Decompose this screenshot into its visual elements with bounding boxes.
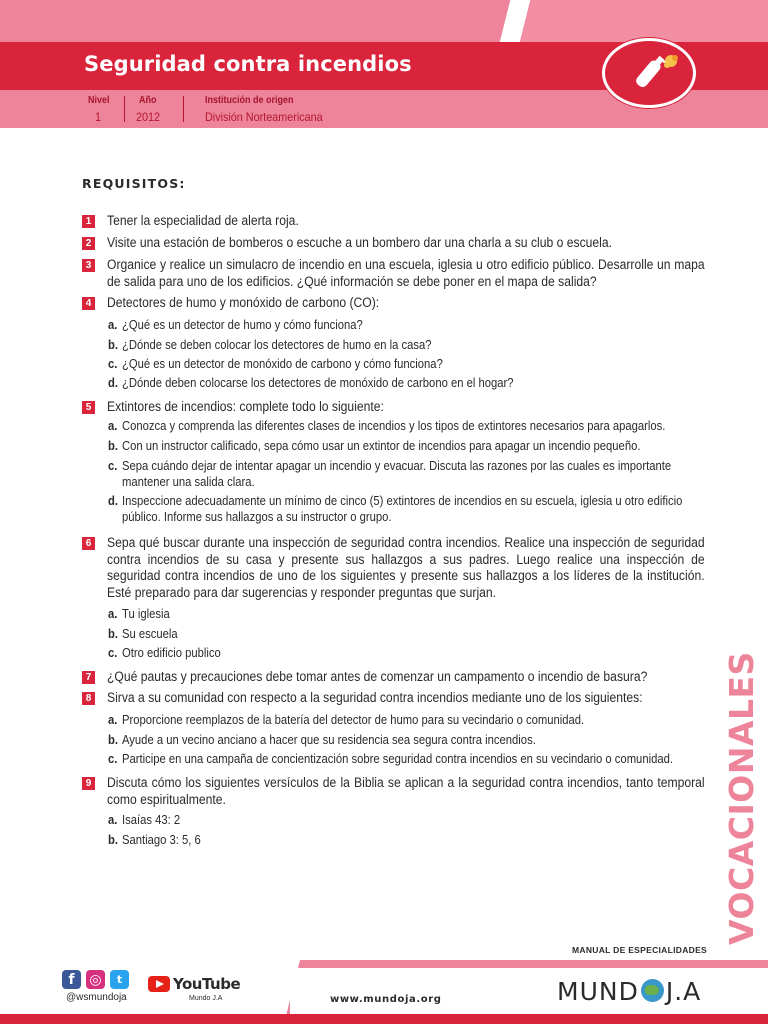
header-top-band	[0, 0, 768, 42]
sub-letter: b.	[108, 439, 118, 453]
facebook-icon[interactable]: f	[62, 970, 81, 989]
sub-text: Sepa cuándo dejar de intentar apagar un incendio y evacuar. Discuta las razones por las cuales es importante mantener una salida clara.	[122, 459, 672, 489]
sub-letter: b.	[108, 833, 118, 847]
globe-icon	[641, 979, 664, 1002]
sub-text: Participe en una campaña de concientización sobre seguridad contra incendios en su vecindario o comunidad.	[122, 752, 673, 766]
sub-text: Inspeccione adecuadamente un mínimo de cinco (5) extintores de incendios en su escuela, iglesia u otro edificio público. Informe sus hallazgos a su instructor o grupo.	[122, 494, 683, 524]
requirement-number: 9	[82, 777, 95, 790]
sub-letter: a.	[108, 419, 118, 433]
sub-letter: a.	[108, 713, 118, 727]
nivel-value: 1	[95, 110, 102, 124]
youtube-icon	[148, 976, 170, 992]
requirement-number: 4	[82, 297, 95, 310]
sub-text: ¿Dónde deben colocarse los detectores de monóxido de carbono en el hogar?	[122, 376, 514, 390]
requirement-text: Sirva a su comunidad con respecto a la seguridad contra incendios mediante uno de los siguientes:	[107, 690, 643, 705]
sub-text: Otro edificio publico	[122, 646, 221, 660]
brand-logo	[557, 977, 701, 1006]
sub-letter: a.	[108, 607, 118, 621]
requirement-text: Tener la especialidad de alerta roja.	[107, 213, 299, 228]
sub-letter: d.	[108, 494, 118, 508]
sub-text: ¿Qué es un detector de humo y cómo funciona?	[122, 318, 363, 332]
header-top-right-band	[513, 0, 768, 42]
requirement-number: 8	[82, 692, 95, 705]
section-title: REQUISITOS:	[82, 176, 186, 191]
sub-text: Con un instructor calificado, sepa cómo usar un extintor de incendios para apagar un incendio pequeño.	[122, 439, 641, 453]
youtube-label: YouTube	[173, 975, 241, 993]
site-url[interactable]: www.mundoja.org	[330, 994, 442, 1005]
sub-text: ¿Dónde se deben colocar los detectores de humo en la casa?	[122, 338, 432, 352]
footer-bottom-band	[0, 1014, 768, 1024]
sub-text: ¿Qué es un detector de monóxido de carbono y cómo funciona?	[122, 357, 443, 371]
requirement-text: ¿Qué pautas y precauciones debe tomar antes de comenzar un campamento o incendio de basura?	[107, 669, 648, 684]
sub-letter: a.	[108, 318, 118, 332]
page-title: Seguridad contra incendios	[84, 52, 412, 76]
fire-extinguisher-badge	[602, 38, 696, 108]
requirement-text: Organice y realice un simulacro de incendio en una escuela, iglesia u otro edificio público. Desarrolle un mapa de salida para uno de los edificios. ¿Qué información se debe poner en el mapa de salida?	[107, 257, 705, 289]
requirement-number: 1	[82, 215, 95, 228]
social-handle[interactable]: @wsmundoja	[66, 992, 127, 1003]
requirement-text: Visite una estación de bomberos o escuche a un bombero dar una charla a su club o escuela.	[107, 235, 612, 250]
category-side-label: VOCACIONALES	[722, 651, 761, 945]
sub-text: Su escuela	[122, 627, 178, 641]
anio-label: Año	[139, 95, 157, 106]
requirement-number: 5	[82, 401, 95, 414]
institucion-value: División Norteamericana	[205, 110, 323, 124]
sub-letter: c.	[108, 752, 118, 766]
sub-text: Tu iglesia	[122, 607, 170, 621]
brand-right: J.A	[665, 977, 702, 1006]
requirement-number: 7	[82, 671, 95, 684]
sub-letter: d.	[108, 376, 118, 390]
meta-divider	[124, 96, 125, 122]
manual-label: MANUAL DE ESPECIALIDADES	[572, 945, 708, 955]
institucion-label: Institución de origen	[205, 95, 294, 106]
nivel-label: Nivel	[88, 95, 110, 106]
sub-text: Ayude a un vecino anciano a hacer que su residencia sea segura contra incendios.	[122, 733, 536, 747]
requirement-number: 6	[82, 537, 95, 550]
sub-letter: b.	[108, 627, 118, 641]
requirement-text: Discuta cómo los siguientes versículos de la Biblia se aplican a la seguridad contra incendios, tanto temporal como espiritualmente.	[107, 775, 705, 807]
youtube-channel-name: Mundo J.A	[189, 995, 223, 1002]
sub-letter: b.	[108, 338, 118, 352]
sub-letter: c.	[108, 459, 118, 473]
instagram-icon[interactable]: ◎	[86, 970, 105, 989]
anio-value: 2012	[136, 110, 161, 124]
requirement-text: Sepa qué buscar durante una inspección de seguridad contra incendios. Realice una inspección de seguridad contra incendios de su casa y presente sus hallazgos a sus padres. Luego realice una inspección de seguridad contra incendios de uno de los siguientes y presente sus hallazgos a los líderes de la institución. Esté preparado para dar sugerencias y responder preguntas que surjan.	[107, 535, 705, 600]
sub-text: Isaías 43: 2	[122, 813, 181, 827]
requirement-text: Detectores de humo y monóxido de carbono (CO):	[107, 295, 380, 310]
requirement-text: Extintores de incendios: complete todo lo siguiente:	[107, 399, 384, 414]
twitter-icon[interactable]: t	[110, 970, 129, 989]
meta-divider	[183, 96, 184, 122]
sub-letter: c.	[108, 357, 118, 371]
sub-letter: c.	[108, 646, 118, 660]
sub-letter: b.	[108, 733, 118, 747]
brand-left: MUND	[557, 977, 639, 1006]
fire-extinguisher-icon	[605, 41, 693, 105]
requirement-number: 3	[82, 259, 95, 272]
sub-text: Santiago 3: 5, 6	[122, 833, 201, 847]
requirement-number: 2	[82, 237, 95, 250]
sub-text: Proporcione reemplazos de la batería del detector de humo para su vecindario o comunidad.	[122, 713, 585, 727]
sub-letter: a.	[108, 813, 118, 827]
sub-text: Conozca y comprenda las diferentes clases de incendios y los tipos de extintores necesarios para apagarlos.	[122, 419, 666, 433]
